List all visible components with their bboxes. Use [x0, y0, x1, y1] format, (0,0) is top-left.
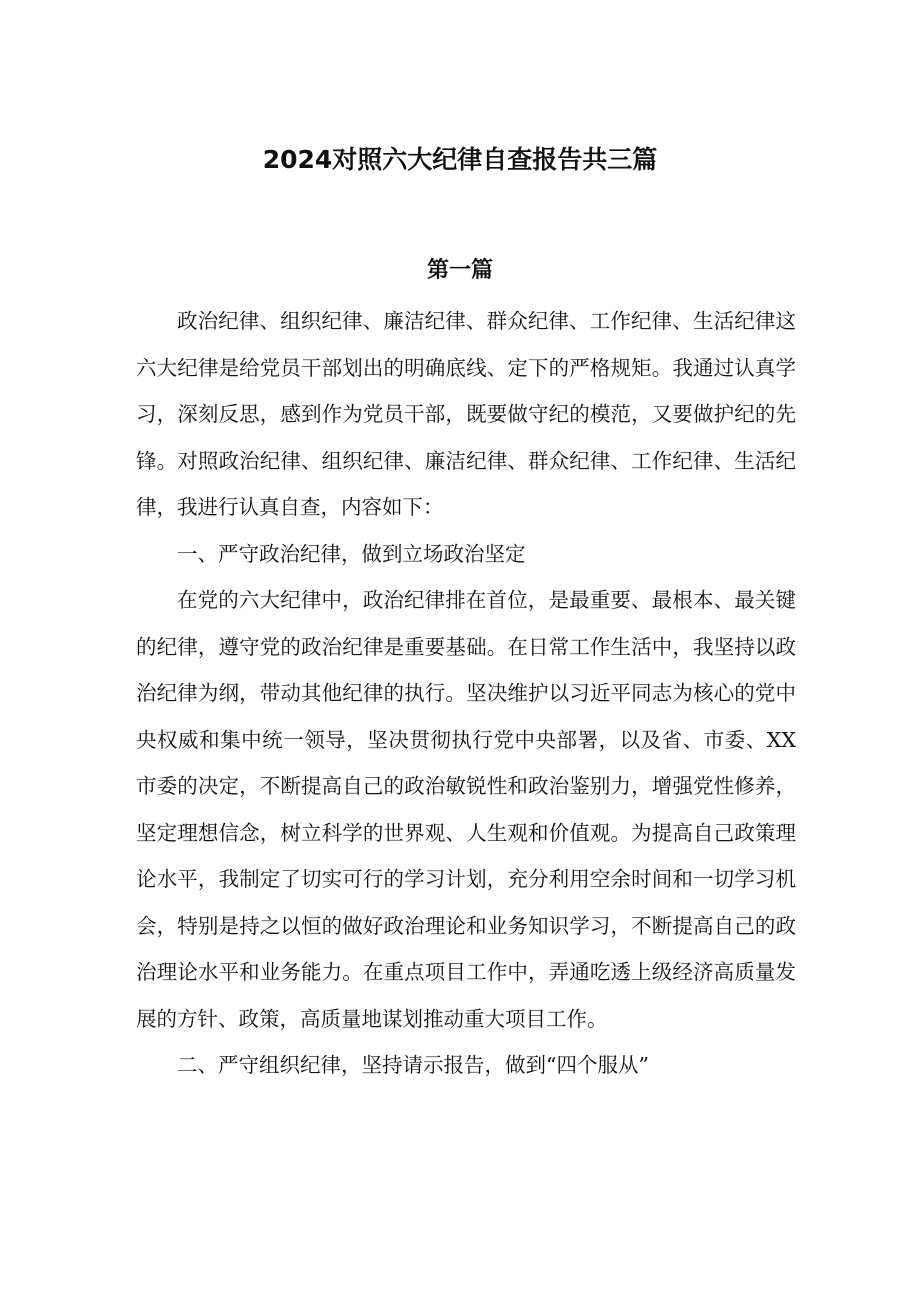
section-heading-political-discipline: 一、严守政治纪律，做到立场政治坚定 — [177, 541, 526, 566]
part-heading: 第一篇 — [426, 258, 493, 283]
document-body — [136, 298, 796, 1089]
section-heading-organizational-discipline: 二、严守组织纪律，坚持请示报告，做到“四个服从” — [177, 1053, 649, 1077]
paragraph-political-discipline: 在党的六大纪律中，政治纪律排在首位，是最重要、最根本、最关键的纪律，遵守党的政治纪律是重要基础。在日常工作生活中，我坚持以政治纪律为纲，带动其他纪律的执行。坚决维护以习近平同志为核心的党中央权威和集中统一领导，坚决贯彻执行党中央部署，以及省、市委、XX市委的决定，不断提高自己的政治敏锐性和政治鉴别力，增强党性修养，坚定理想信念，树立科学的世界观、人生观和价值观。为提高自己政策理论水平，我制定了切实可行的学习计划，充分利用空余时间和一切学习机会，特别是持之以恒的做好政治理论和业务知识学习，不断提高自己的政治理论水平和业务能力。在重点项目工作中，弄通吃透上级经济高质量发展的方针、政策，高质量地谋划推动重大项目工作。 — [136, 588, 796, 1031]
document-title: 2024对照六大纪律自查报告共三篇 — [262, 145, 658, 174]
paragraph-intro: 政治纪律、组织纪律、廉洁纪律、群众纪律、工作纪律、生活纪律这六大纪律是给党员干部划出的明确底线、定下的严格规矩。我通过认真学习，深刻反思，感到作为党员干部，既要做守纪的模范，又要做护纪的先锋。对照政治纪律、组织纪律、廉洁纪律、群众纪律、工作纪律、生活纪律，我进行认真自查，内容如下： — [136, 309, 796, 519]
